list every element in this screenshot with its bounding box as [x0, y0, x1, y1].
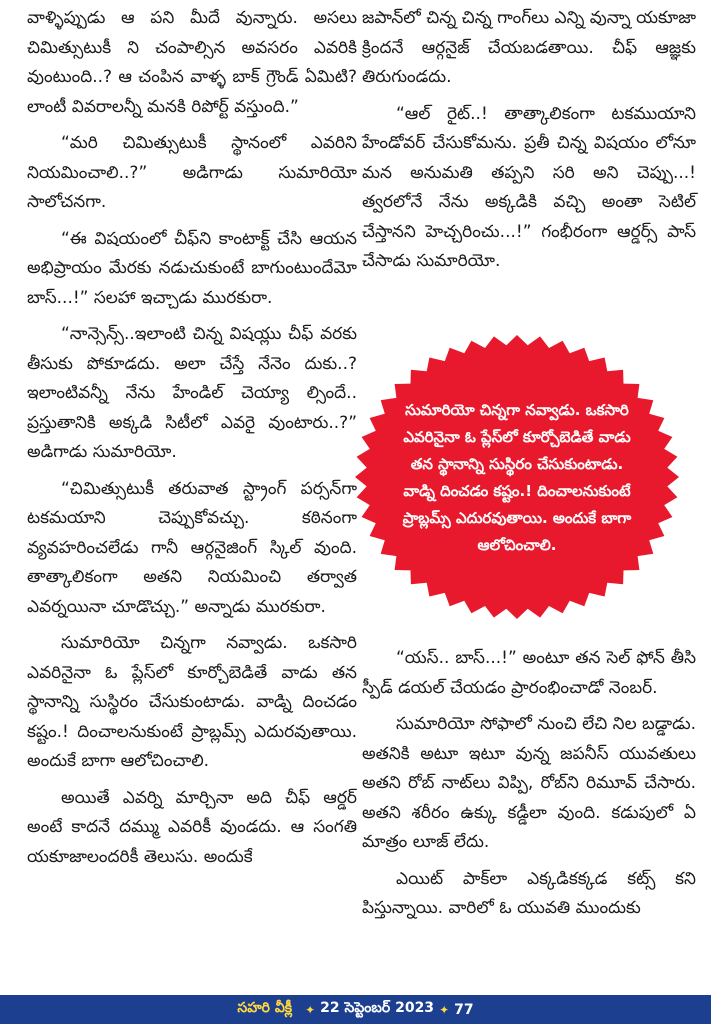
right-column-top	[362, 4, 696, 284]
left-column	[27, 4, 357, 879]
pull-quote-seal	[352, 332, 682, 622]
page-footer	[0, 995, 711, 1024]
left-paragraph-4: “నాన్సెన్స్..ఇలాంటి చిన్న విషయ్లు చీఫ్ వరకు తీసుకు పోకూడదు. అలా చేస్తే నేనెం దుకు..? ఇలాంటివన్నీ నేను హేండిల్ చెయ్యా ల్సిందే.. ప్రస్తుతానికి అక్కడి సిటీలో ఎవరై వుంటారు..?” అడిగాడు సుమారియో.	[27, 324, 357, 462]
left-paragraph-1: వాళ్ళిప్పుడు ఆ పని మీదే వున్నారు. అసలు చిమిత్సుటుకీ ని చంపాల్సిన అవసరం ఎవరికి వుంటుంది..? ఆ చంపిన వాళ్ళ బాక్ గ్రౌండ్ ఏమిటి? లాంటీ వివరాలన్నీ మనకి రిపోర్ట్ వస్తుంది.”	[27, 8, 357, 117]
left-paragraph-5: “చిమిత్సుటుకీ తరువాత స్ట్రాంగ్ పర్సన్‌గా టకమయాని చెప్పుకోవచ్చు. కఠినంగా వ్యవహరించలేడు గానీ ఆర్గనైజింగ్ స్కిల్ వుంది. తాత్కాలికంగా అతని నియమించి తర్వాత ఎవర్నయినా చూడొచ్చు.” అన్నాడు మురకురా.	[27, 478, 357, 617]
star-icon: ✦	[439, 1002, 450, 1017]
right-paragraph-2: “ఆల్ రైట్..! తాత్కాలికంగా టకముయాని హేండోవర్ చేసుకోమను. ప్రతీ చిన్న విషయం లోనూ మన అనుమతి తప్పని సరి అని చెప్పు...! త్వరలోనే నేను అక్కడికి వచ్చి అంతా సెటిల్ చేస్తానని హెచ్చరించు...!” గంభీరంగా ఆర్డర్స్ పాస్ చేసాడు సుమారియో.	[362, 103, 696, 271]
left-paragraph-2: “మరి చిమిత్సుటుకీ స్థానంలో ఎవరిని నియమించాలి..?” అడిగాడు సుమారియో సాలోచనగా.	[27, 133, 357, 212]
left-paragraph-7: అయితే ఎవర్ని మార్చినా అది చీఫ్ ఆర్డర్ అంటే కాదనే దమ్ము ఎవరికీ వుండదు. ఆ సంగతి యకూజాలందరికీ తెలుసు. అందుకే	[27, 787, 357, 867]
right-paragraph-5: ఎయిట్ పాక్‌లా ఎక్కడికక్కడ కట్స్ కని పిస్తున్నాయి. వారిలో ఓ యువతి ముందుకు	[362, 868, 696, 918]
left-paragraph-6: సుమారియో చిన్నగా నవ్వాడు. ఒకసారి ఎవరినైనా ఓ ప్లేస్‌లో కూర్చోబెడితే వాడు తన స్థానాన్ని సుస్థిరం చేసుకుంటాడు. వాడ్ని దించడం కష్టం.! దించాలనుకుంటే ప్రాబ్లమ్స్ ఎదురవుతాయి. అందుకే బాగా ఆలోచించాలి.	[27, 633, 357, 771]
left-paragraph-3: “ఈ విషయంలో చీఫ్‌ని కాంటాక్ట్ చేసి ఆయన అభిప్రాయం మేరకు నడుచుకుంటే బాగుంటుందేమో బాస్...!” సలహా ఇచ్చాడు మురకురా.	[27, 228, 357, 308]
star-icon: ✦	[305, 1002, 316, 1017]
magazine-name: సహరి వీక్లీ	[237, 1000, 293, 1016]
issue-date: 22 సెప్టెంబర్ 2023	[320, 1000, 435, 1016]
right-paragraph-4: సుమారియో సోఫాలో నుంచి లేచి నిల బడ్డాడు. అతనికి అటూ ఇటూ వున్న జపనీస్ యువతులు అతని రోబ్ నాట్‌లు విప్పి, రోబ్‌ని రిమూవ్ చేసారు. అతని శరీరం ఉక్కు కడ్డీలా వుంది. కడుపులో ఏ మాత్రం లూజ్ లేదు.	[362, 714, 696, 852]
page-number: 77	[454, 1001, 474, 1018]
right-paragraph-1: జపాన్‌లో చిన్న చిన్న గాంగ్‌లు ఎన్ని వున్నా యకూజా క్రిందనే ఆర్గనైజ్ చేయబడతాయి. చీఫ్ ఆజ్ఞకు తిరుగుండదు.	[362, 8, 696, 87]
pull-quote-text: సుమారియో చిన్నగా నవ్వాడు. ఒకసారి ఎవరినైనా ఓ ప్లేస్‌లో కూర్చోబెడితే వాడు తన స్థానాన్ని సుస్థిరం చేసుకుంటాడు. వాడ్ని దించడం కష్టం.! దించాలనుకుంటే ప్రాబ్లమ్స్ ఎదురవుతాయి. అందుకే బాగా ఆలోచించాలి.	[402, 400, 632, 554]
right-column-bottom	[362, 644, 696, 931]
right-paragraph-3: “యస్.. బాస్...!” అంటూ తన సెల్ ఫోన్ తీసి స్పీడ్ డయల్ చేయడం ప్రారంభించాడో నెంబర్.	[362, 648, 696, 698]
